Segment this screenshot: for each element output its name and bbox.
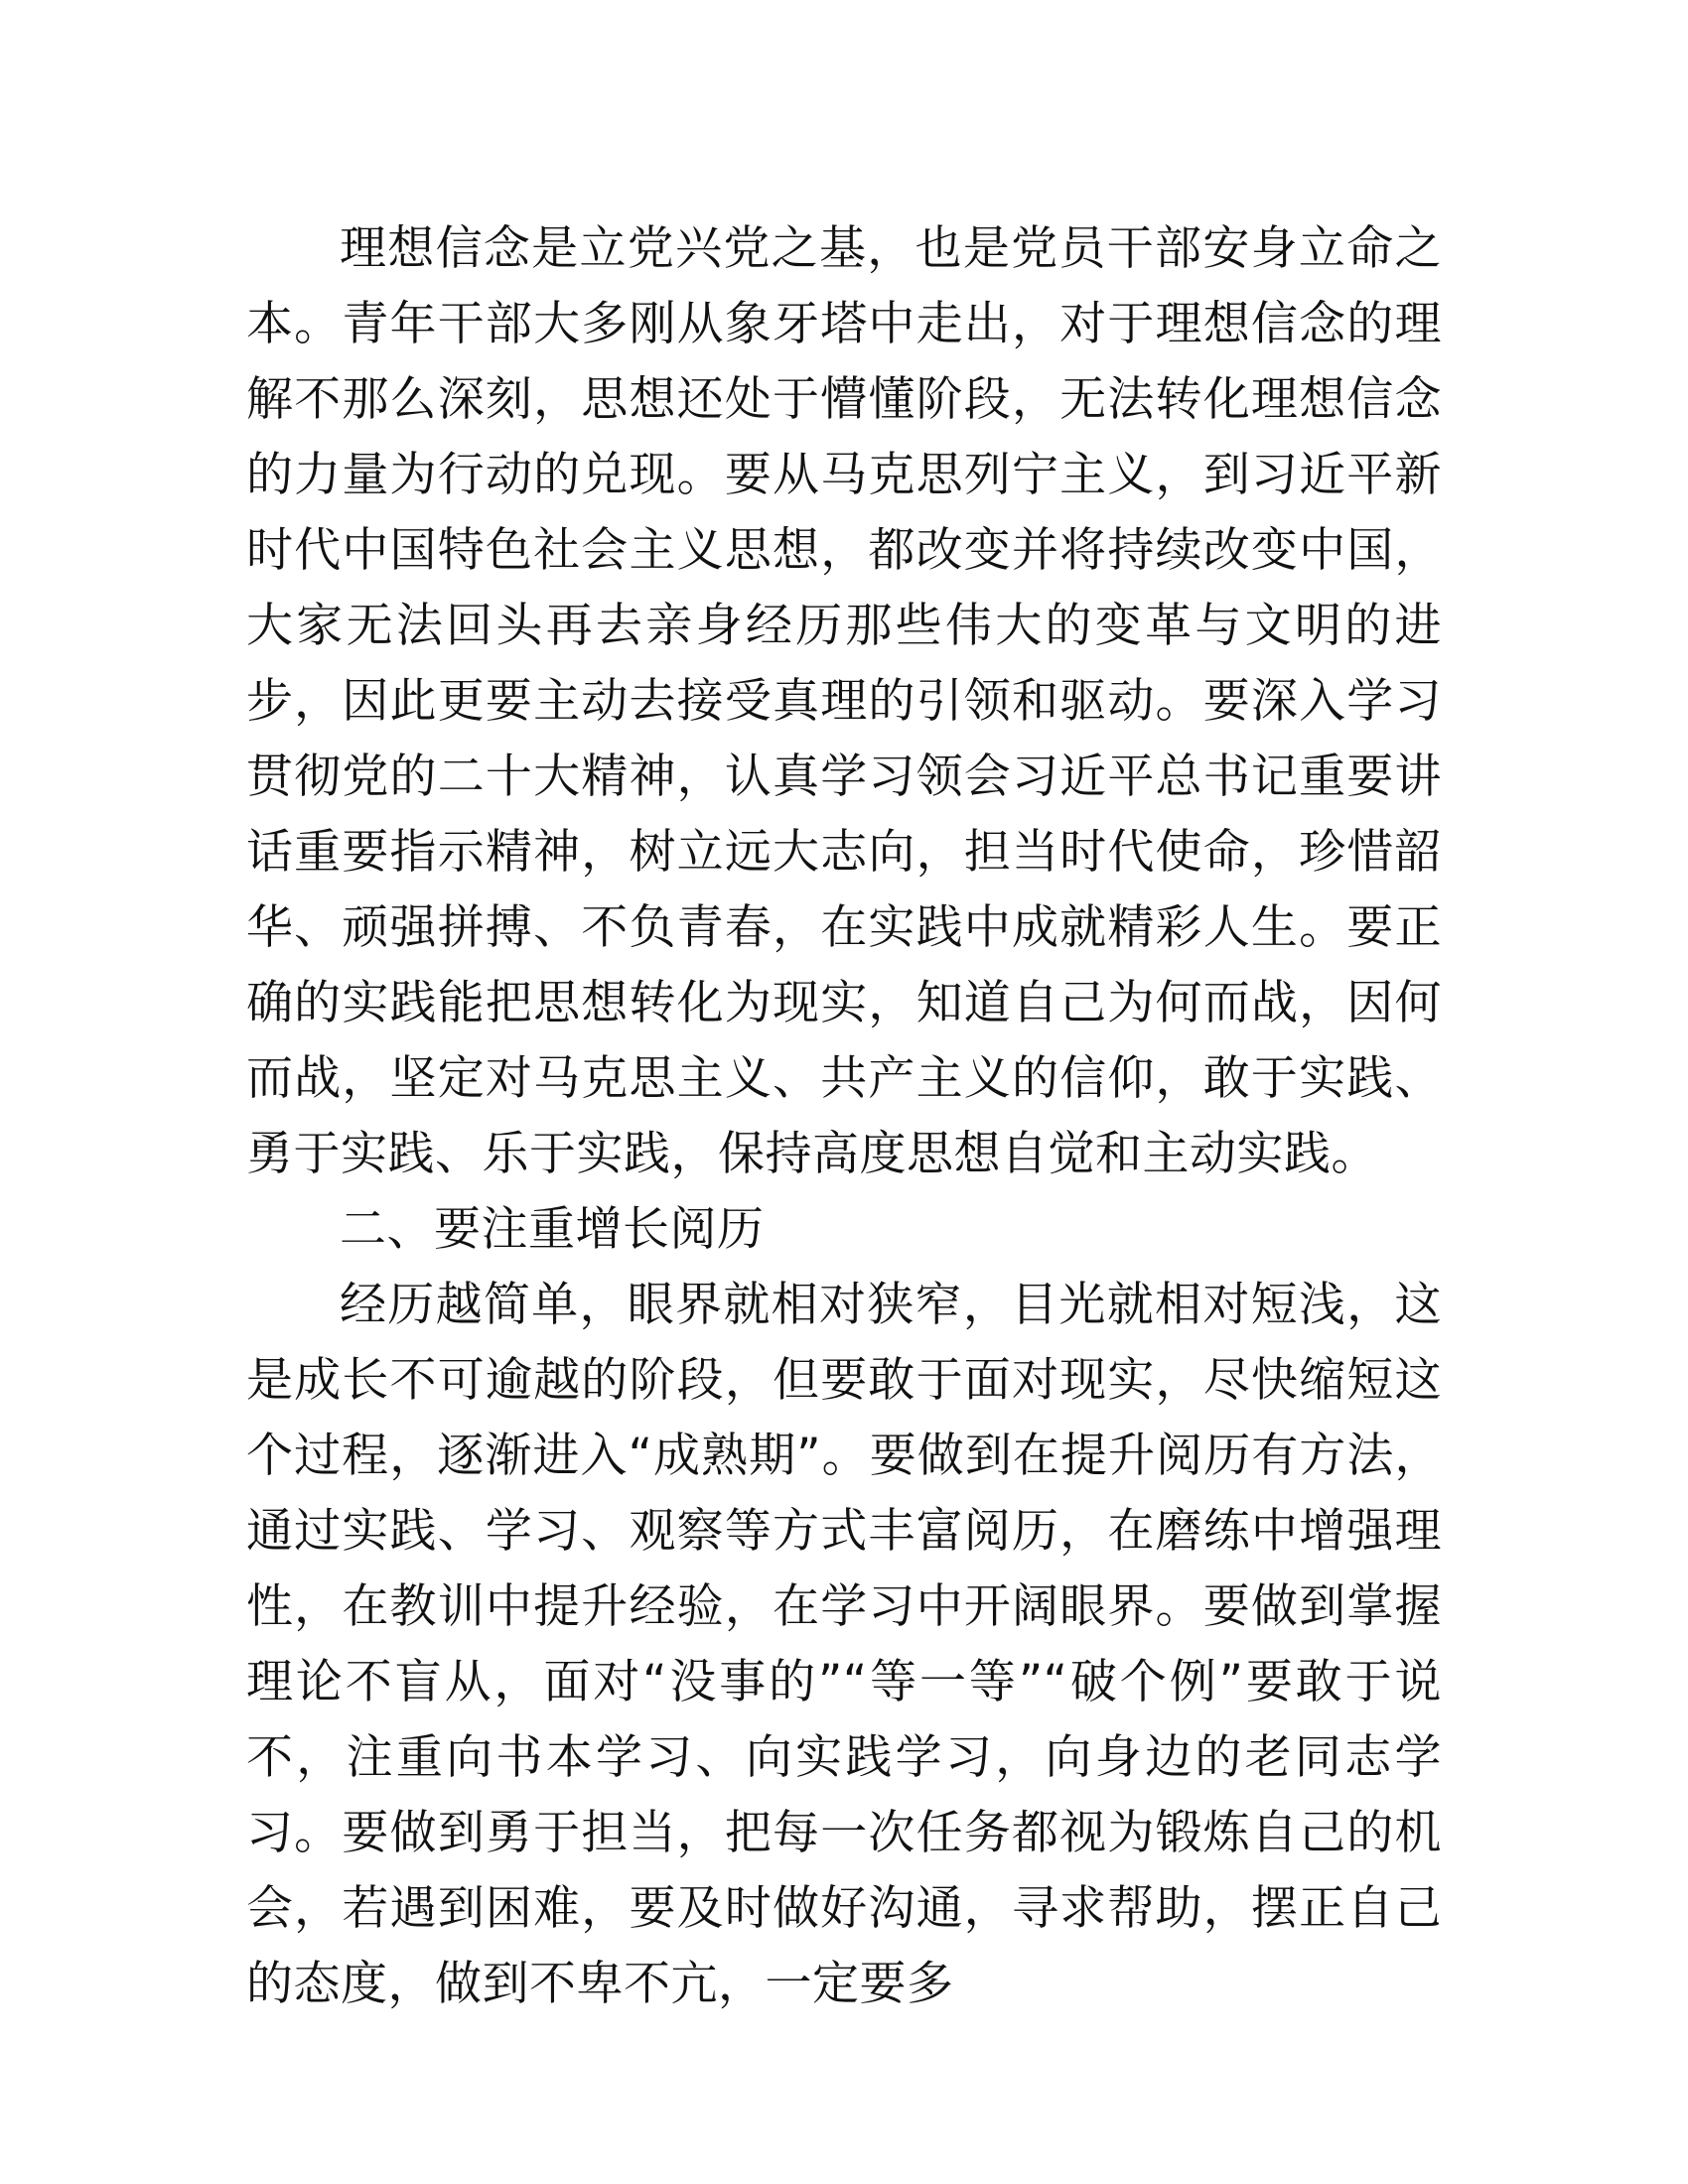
section-heading-increase-experience: 二、要注重增长阅历 — [340, 1202, 765, 1257]
paragraph-increase-experience: 经历越简单，眼界就相对狭窄，目光就相对短浅，这是成长不可逾越的阶段，但要敢于面对现实，尽快缩短这个过程，逐渐进入“成熟期”。要做到在提升阅历有方法，通过实践、学习、观察等方式丰富阅历，在磨练中增强理性，在教训中提升经验，在学习中开阔眼界。要做到掌握理论不盲从，面对“没事的”“等一等”“破个例”要敢于说不，注重向书本学习、向实践学习，向身边的老同志学习。要做到勇于担当，把每一次任务都视为锻炼自己的机会，若遇到困难，要及时做好沟通，寻求帮助，摆正自己的态度，做到不卑不亢，一定要多 — [246, 1278, 1442, 2011]
paragraph-ideals-and-beliefs: 理想信念是立党兴党之基，也是党员干部安身立命之本。青年干部大多刚从象牙塔中走出，对于理想信念的理解不那么深刻，思想还处于懵懂阶段，无法转化理想信念的力量为行动的兑现。要从马克思列宁主义，到习近平新时代中国特色社会主义思想，都改变并将持续改变中国，大家无法回头再去亲身经历那些伟大的变革与文明的进步，因此更要主动去接受真理的引领和驱动。要深入学习贯彻党的二十大精神，认真学习领会习近平总书记重要讲话重要指示精神，树立远大志向，担当时代使命，珍惜韶华、顽强拼搏、不负青春，在实践中成就精彩人生。要正确的实践能把思想转化为现实，知道自己为何而战，因何而战，坚定对马克思主义、共产主义的信仰，敢于实践、勇于实践、乐于实践，保持高度思想自觉和主动实践。 — [246, 221, 1442, 1181]
document-body — [246, 211, 1442, 2022]
